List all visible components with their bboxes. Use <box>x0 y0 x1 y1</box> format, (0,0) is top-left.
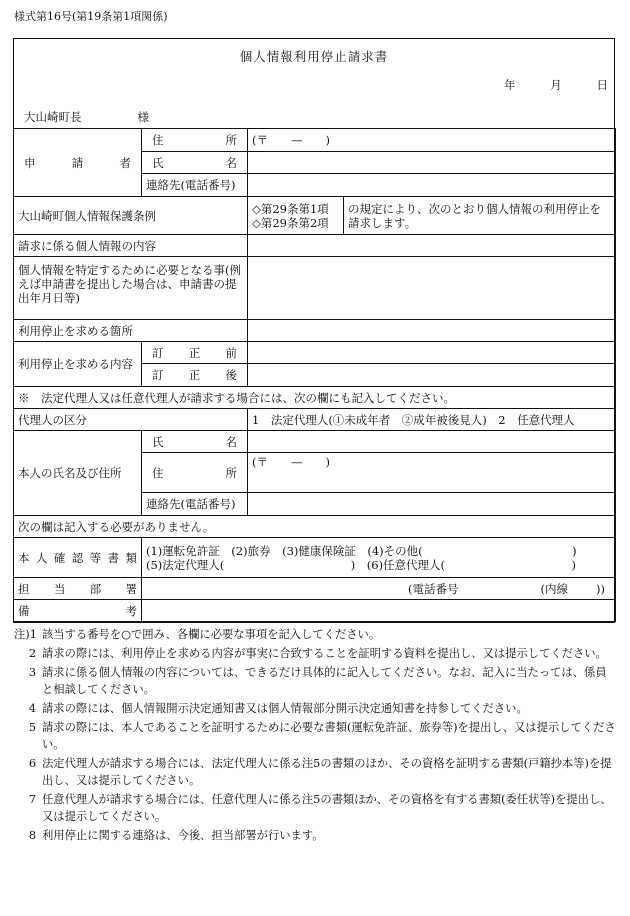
id-docs-options[interactable] <box>142 538 616 578</box>
ordinance-text: の規定により、次のとおり個人情報の利用停止を請求します。 <box>344 197 616 235</box>
department-phone-label: (電話番号 <box>408 581 459 596</box>
identify-info-row <box>14 257 616 320</box>
remarks-row <box>14 600 616 622</box>
request-info-label: 請求に係る個人情報の内容 <box>14 235 248 257</box>
stop-content-before-row <box>14 342 616 364</box>
identify-info-field[interactable] <box>248 257 616 320</box>
applicant-name-field[interactable] <box>248 152 616 174</box>
principal-name-label: 氏 名 <box>142 431 248 453</box>
ordinance-row <box>14 197 616 235</box>
department-label: 担 当 部 署 <box>14 578 142 600</box>
stop-location-field[interactable] <box>248 320 616 342</box>
applicant-label-cell: 申 請 者 <box>14 129 142 197</box>
note-item: 7 任意代理人が請求する場合には、任意代理人に係る注5の書類ほか、その資格を有する書類(委任状等)を提出し、又は提示してください。 <box>28 793 612 823</box>
agent-type-row <box>14 409 616 431</box>
principal-label: 本人の氏名及び住所 <box>14 431 142 516</box>
date-line <box>504 77 614 93</box>
no-entry-notice: 次の欄は記入する必要がありません。 <box>14 516 616 538</box>
no-entry-notice-row <box>14 516 616 538</box>
form-number: 様式第16号(第19条第1項関係) <box>14 10 168 23</box>
principal-address-field[interactable]: (〒 — ) <box>248 453 616 493</box>
principal-name-field[interactable] <box>248 431 616 453</box>
department-row <box>14 578 616 600</box>
notes-section <box>14 626 616 846</box>
id-docs-line-1: (1)運転免許証 (2)旅券 (3)健康保険証 (4)その他( ) <box>146 543 577 558</box>
stop-content-after-field[interactable] <box>248 364 616 387</box>
request-form-table <box>13 128 616 622</box>
addressee-name: 大山崎町長 <box>24 110 82 124</box>
applicant-address-label: 住 所 <box>142 129 248 152</box>
date-year-label: 年 <box>504 78 516 92</box>
principal-contact-label: 連絡先(電話番号) <box>142 493 248 516</box>
request-info-field[interactable] <box>248 235 616 257</box>
remarks-field[interactable] <box>142 600 616 622</box>
ordinance-option-2[interactable]: ◇第29条第2項 <box>252 215 329 230</box>
ordinance-options[interactable] <box>248 197 344 235</box>
ordinance-label: 大山崎町個人情報保護条例 <box>14 197 248 235</box>
department-ext-label: (内線 <box>540 581 568 596</box>
note-item: 4 請求の際には、個人情報開示決定通知書又は個人情報部分開示決定通知書を持参してください。 <box>28 702 528 715</box>
id-docs-row <box>14 538 616 578</box>
stop-location-row <box>14 320 616 342</box>
agent-type-options[interactable]: 1 法定代理人(①未成年者 ②成年被後見人) 2 任意代理人 <box>248 409 616 431</box>
date-day-label: 日 <box>596 78 608 92</box>
request-info-row <box>14 235 616 257</box>
stop-location-label: 利用停止を求める箇所 <box>14 320 248 342</box>
stop-content-after-label: 訂 正 後 <box>142 364 248 387</box>
agent-type-label: 代理人の区分 <box>14 409 248 431</box>
note-item: 5 請求の際には、本人であることを証明するために必要な書類(運転免許証、旅券等)を提出し、又は提示してください。 <box>28 721 616 751</box>
note-item: 注)1 該当する番号を○で囲み、各欄に必要な事項を記入してください。 <box>14 628 381 641</box>
note-item: 8 利用停止に関する連絡は、今後、担当部署が行います。 <box>28 829 324 842</box>
note-item: 6 法定代理人が請求する場合には、法定代理人に係る注5の書類のほか、その資格を証明する書類(戸籍抄本等)を提出し、又は提示してください。 <box>28 757 612 787</box>
applicant-contact-field[interactable] <box>248 174 616 197</box>
applicant-address-row <box>14 129 616 152</box>
stop-content-before-field[interactable] <box>248 342 616 364</box>
applicant-name-label: 氏 名 <box>142 152 248 174</box>
addressee <box>24 109 149 125</box>
remarks-label: 備 考 <box>14 600 142 622</box>
principal-contact-field[interactable] <box>248 493 616 516</box>
date-month-label: 月 <box>550 78 562 92</box>
principal-address-label: 住 所 <box>142 453 248 493</box>
applicant-address-field[interactable]: (〒 — ) <box>248 129 616 152</box>
addressee-honorific: 様 <box>137 110 149 124</box>
id-docs-label: 本 人 確 認 等 書 類 <box>14 538 142 578</box>
note-item: 2 請求の際には、利用停止を求める内容が事実に合致することを証明する資料を提出し、又は提示してください。 <box>28 647 607 660</box>
identify-info-label: 個人情報を特定するために必要となる事(例えば申請書を提出した場合は、申請書の提出年月日等) <box>14 257 248 320</box>
form-frame <box>13 38 615 623</box>
form-title: 個人情報利用停止請求書 <box>239 49 389 64</box>
agent-notice-row <box>14 387 616 409</box>
ordinance-option-1[interactable]: ◇第29条第1項 <box>252 201 329 216</box>
applicant-contact-label: 連絡先(電話番号) <box>142 174 248 197</box>
note-item: 3 請求に係る個人情報の内容については、できるだけ具体的に記入してください。なお、記入に当たっては、係員と相談してください。 <box>28 666 607 696</box>
principal-name-row <box>14 431 616 453</box>
agent-notice: ※ 法定代理人又は任意代理人が請求する場合には、次の欄にも記入してください。 <box>14 387 616 409</box>
stop-content-label: 利用停止を求める内容 <box>14 342 142 387</box>
id-docs-line-2: (5)法定代理人( ) (6)任意代理人( ) <box>146 557 577 572</box>
stop-content-before-label: 訂 正 前 <box>142 342 248 364</box>
department-field[interactable]: (電話番号 (内線 )) <box>142 578 616 600</box>
